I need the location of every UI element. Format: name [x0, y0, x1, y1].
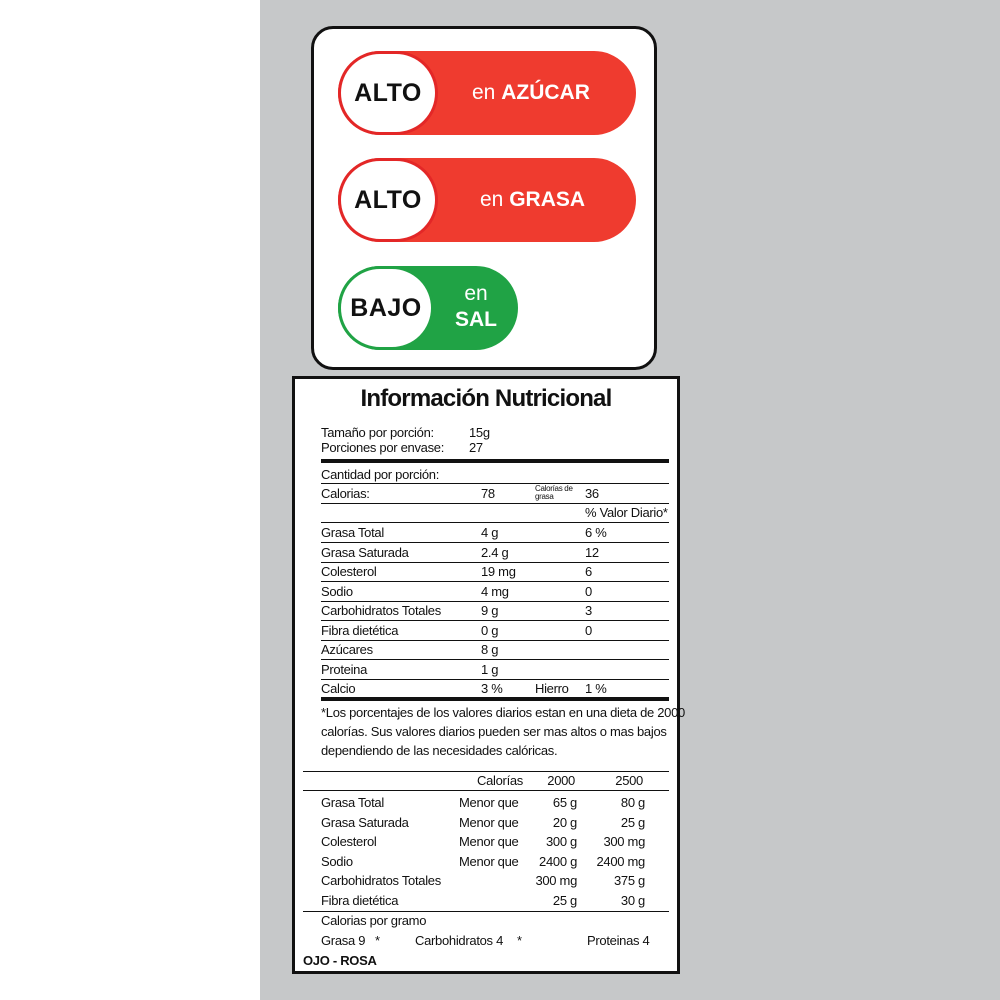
nutrient-amount: 9 g — [481, 603, 499, 618]
ref-nutrient-name: Grasa Saturada — [321, 814, 409, 830]
nutrient-name: Azúcares — [321, 642, 373, 657]
divider — [303, 771, 669, 772]
ref-header-2000: 2000 — [547, 773, 575, 788]
serving-size-value: 15g — [469, 425, 490, 440]
warning-level-badge: ALTO — [338, 158, 438, 242]
warning-high-fat — [338, 158, 636, 242]
fat-calories-value: 36 — [585, 486, 599, 501]
warning-low-salt — [338, 266, 518, 350]
fat-calories-label: Calorías de grasa — [535, 484, 573, 501]
divider — [321, 503, 669, 504]
carbo-per-gram: Carbohidratos 4 — [415, 933, 503, 948]
calcio-label: Calcio — [321, 681, 356, 696]
ref-nutrient-name: Colesterol — [321, 834, 377, 849]
ref-value-2000: 25 g — [552, 892, 577, 908]
divider — [321, 483, 669, 484]
ref-value-2000: 65 g — [552, 795, 577, 810]
row-divider — [321, 659, 669, 660]
nutrient-daily-value: 12 — [585, 544, 599, 560]
servings-value: 27 — [469, 440, 483, 455]
ref-nutrient-name: Fibra dietética — [321, 892, 399, 908]
divider — [321, 522, 669, 523]
row-divider — [321, 640, 669, 641]
calories-value: 78 — [481, 486, 495, 501]
row-divider — [321, 679, 669, 680]
nutrient-name: Fibra dietética — [321, 622, 399, 638]
divider — [321, 459, 669, 463]
ref-value-2500: 25 g — [620, 814, 645, 830]
warning-text: en AZÚCAR — [472, 81, 590, 104]
ref-qualifier: Menor que — [459, 853, 519, 869]
footnote-line: *Los porcentajes de los valores diarios estan en una dieta de 2000 — [321, 705, 685, 720]
warning-labels-card — [311, 26, 657, 370]
ref-value-2500: 375 g — [613, 873, 645, 888]
servings-label: Porciones por envase: — [321, 440, 445, 455]
warning-level-badge: BAJO — [338, 266, 434, 350]
ref-value-2000: 300 mg — [535, 873, 577, 888]
nutrient-daily-value: 0 — [585, 622, 592, 638]
ref-header-2500: 2500 — [615, 773, 643, 788]
ref-nutrient-name: Carbohidratos Totales — [321, 873, 441, 888]
divider — [303, 911, 669, 912]
nutrient-amount: 2.4 g — [481, 544, 509, 560]
nutrient-amount: 19 mg — [481, 564, 516, 579]
calcio-value: 3 % — [481, 681, 503, 696]
ref-qualifier: Menor que — [459, 795, 519, 810]
nutrient-amount: 4 g — [481, 525, 499, 540]
warning-text: en SAL — [455, 282, 497, 331]
star-mark: * — [517, 933, 522, 948]
warning-text: en GRASA — [480, 188, 586, 211]
ref-qualifier: Menor que — [459, 834, 519, 849]
nutrient-name: Sodio — [321, 583, 353, 599]
brand-label: OJO - ROSA — [303, 953, 377, 968]
ref-value-2000: 20 g — [552, 814, 577, 830]
nutrient-name: Grasa Total — [321, 525, 384, 540]
warning-high-sugar — [338, 51, 636, 135]
hierro-label: Hierro — [535, 681, 569, 696]
footnote-line: calorías. Sus valores diarios pueden ser mas altos o mas bajos — [321, 724, 667, 739]
ref-header-calorias: Calorías — [477, 773, 524, 788]
star-mark: * — [375, 933, 380, 948]
nutrient-amount: 0 g — [481, 622, 499, 638]
divider — [303, 790, 669, 791]
nutrient-daily-value: 3 — [585, 603, 592, 618]
nutrient-name: Proteina — [321, 661, 368, 677]
proteinas-per-gram: Proteinas 4 — [587, 933, 650, 948]
warning-level-badge: ALTO — [338, 51, 438, 135]
ref-value-2500: 2400 mg — [596, 853, 645, 869]
nutrient-daily-value: 6 % — [585, 525, 607, 540]
hierro-value: 1 % — [585, 681, 607, 696]
ref-value-2000: 300 g — [545, 834, 577, 849]
nutrient-name: Carbohidratos Totales — [321, 603, 441, 618]
row-divider — [321, 562, 669, 563]
row-divider — [321, 542, 669, 543]
ref-value-2500: 300 mg — [603, 834, 645, 849]
nutrition-facts-panel — [292, 376, 685, 974]
nutrient-daily-value: 6 — [585, 564, 592, 579]
amount-per-serving: Cantidad por porción: — [321, 467, 440, 482]
divider — [321, 697, 669, 701]
nutrient-amount: 4 mg — [481, 583, 509, 599]
ref-nutrient-name: Grasa Total — [321, 795, 384, 810]
nutrient-amount: 8 g — [481, 642, 499, 657]
row-divider — [321, 620, 669, 621]
daily-value-header: % Valor Diario* — [585, 505, 668, 520]
ref-value-2500: 30 g — [620, 892, 645, 908]
ref-nutrient-name: Sodio — [321, 853, 353, 869]
ref-value-2000: 2400 g — [539, 853, 577, 869]
cal-per-gram-label: Calorias por gramo — [321, 913, 427, 928]
ref-value-2500: 80 g — [620, 795, 645, 810]
nutrient-name: Grasa Saturada — [321, 544, 409, 560]
footnote-line: dependiendo de las necesidades calóricas. — [321, 743, 558, 758]
serving-size-label: Tamaño por porción: — [321, 425, 434, 440]
nutrition-title: Información Nutricional — [360, 385, 612, 412]
row-divider — [321, 601, 669, 602]
nutrient-amount: 1 g — [481, 661, 499, 677]
ref-qualifier: Menor que — [459, 814, 519, 830]
calories-label: Calorias: — [321, 486, 370, 501]
nutrient-daily-value: 0 — [585, 583, 592, 599]
row-divider — [321, 581, 669, 582]
grasa-per-gram: Grasa 9 — [321, 933, 366, 948]
nutrient-name: Colesterol — [321, 564, 377, 579]
